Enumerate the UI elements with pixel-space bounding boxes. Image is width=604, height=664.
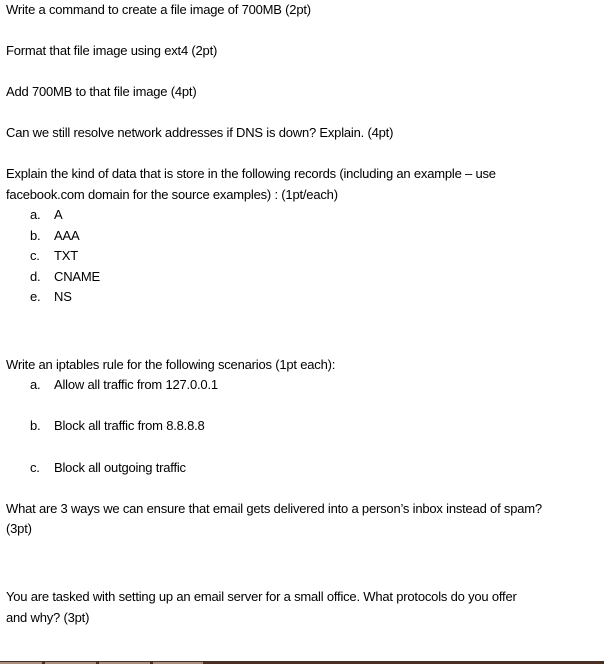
list-marker: b. (30, 228, 41, 243)
list-item-text: A (54, 207, 63, 222)
list-marker: d. (30, 269, 41, 284)
question-iptables-line1: Write an iptables rule for the following scenarios (1pt each): (6, 357, 336, 372)
list-item (30, 377, 218, 393)
list-item (30, 269, 100, 285)
list-marker: a. (30, 377, 41, 392)
question-dns-records-line1: Explain the kind of data that is store in the following records (including an example – use (6, 166, 496, 181)
list-item-text: Block all traffic from 8.8.8.8 (54, 418, 205, 433)
question-create-file-image: Write a command to create a file image of 700MB (2pt) (6, 2, 311, 17)
question-add-700mb: Add 700MB to that file image (4pt) (6, 84, 197, 99)
question-email-inbox-line2: (3pt) (6, 521, 32, 536)
list-item-text: CNAME (54, 269, 100, 284)
list-item-text: TXT (54, 248, 78, 263)
list-marker: c. (30, 460, 40, 475)
list-item (30, 289, 72, 305)
question-email-server-line2: and why? (3pt) (6, 610, 90, 625)
list-item (30, 248, 78, 264)
question-email-server-line1: You are tasked with setting up an email server for a small office. What protocols do you offer (6, 589, 517, 604)
list-item (30, 207, 62, 223)
list-marker: b. (30, 418, 41, 433)
list-item-text: NS (54, 289, 72, 304)
list-item (30, 228, 79, 244)
question-email-inbox-line1: What are 3 ways we can ensure that email gets delivered into a person’s inbox instead of spam? (6, 501, 542, 516)
list-item-text: AAA (54, 228, 80, 243)
list-item-text: Allow all traffic from 127.0.0.1 (54, 377, 218, 392)
question-format-ext4: Format that file image using ext4 (2pt) (6, 43, 218, 58)
list-marker: a. (30, 207, 41, 222)
list-item-text: Block all outgoing traffic (54, 460, 186, 475)
list-marker: e. (30, 289, 41, 304)
list-item (30, 460, 186, 476)
list-item (30, 418, 205, 434)
question-dns-down: Can we still resolve network addresses if DNS is down? Explain. (4pt) (6, 125, 394, 140)
question-dns-records-line2: facebook.com domain for the source examples) : (1pt/each) (6, 187, 338, 202)
list-marker: c. (30, 248, 40, 263)
